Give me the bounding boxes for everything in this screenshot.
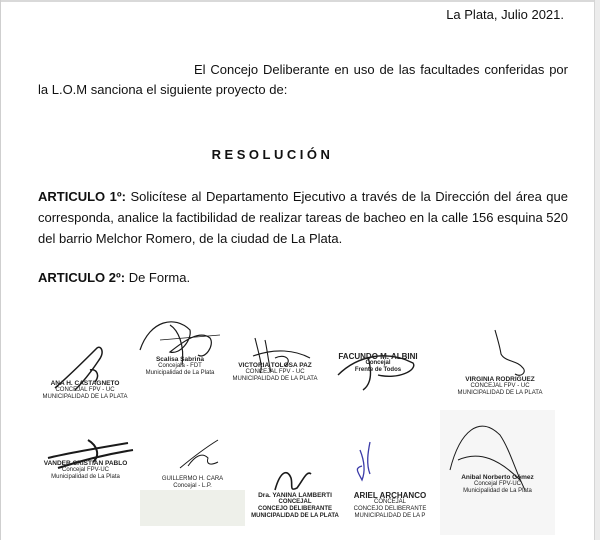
signature-scalisa [130,310,230,390]
signer-role: Concejal [365,360,391,366]
page-scrollbar[interactable] [594,0,600,540]
signer-role: Concejal FPV-UC [473,481,521,487]
signature-tolosa-paz [225,328,325,398]
signer-institution: CONCEJO DELIBERANTE [353,506,427,512]
article-1-text: Solicítese al Departamento Ejecutivo a través de la Dirección del área que corresponda, analice la factibilidad de realizar tareas de bacheo en la calle 156 esquina 520 del barrio Melchor Romero, de la ciudad de La Plata. [38,189,568,246]
signer-name: GUILLERMO H. CARA [161,476,224,482]
signer-institution: Municipalidad de La Plata [51,474,120,480]
signer-name: VICTORIA TOLOSA PAZ [238,362,312,369]
signature-lamberti [245,460,345,530]
signer-institution: Municipalidad de La Plata [463,488,532,494]
article-2-text: De Forma. [128,270,191,285]
article-2-label: ARTICULO 2º: [38,270,126,285]
signer-role: CONCEJAL FPV - UC [245,369,305,375]
article-1 [38,186,568,249]
signer-name: Dra. YANINA LAMBERTI [258,492,332,499]
signer-municipality: MUNICIPALIDAD DE LA PLATA [251,513,339,519]
document-title: RESOLUCIÓN [211,147,334,162]
signer-role: Concejal - L.P. [173,483,212,489]
document-date: La Plata, Julio 2021. [446,7,564,22]
signer-role: Concejala - FDT [158,363,202,369]
signature-rodriguez [445,322,555,402]
signer-role: Concejal FPV-UC [61,467,109,473]
signer-name: ANA H. CASTAGNETO [50,380,120,387]
signature-gomez [440,410,555,535]
signer-institution: MUNICIPALIDAD DE LA PLATA [42,394,128,400]
signature-scribble [440,410,555,535]
signer-name: VANDER CRISTIAN PABLO [43,460,128,467]
signer-institution: CONCEJO DELIBERANTE [257,506,332,512]
signer-institution: MUNICIPALIDAD DE LA PLATA [232,376,318,382]
signature-cara [140,428,245,528]
article-2 [38,270,568,285]
signature-vander [28,428,143,518]
signer-name: VIRGINIA RODRIGUEZ [465,376,535,383]
signer-name: Anibal Norberto Gómez [461,474,534,481]
signer-name: ARIEL ARCHANCO [353,491,427,500]
signer-role: CONCEJAL FPV - UC [55,387,115,393]
intro-paragraph: El Concejo Deliberante en uso de las facultades conferidas por la L.O.M sanciona el siguiente proyecto de: [38,62,568,97]
page-top-edge [0,0,600,2]
signer-role: CONCEJAL [278,499,312,505]
signer-municipality: MUNICIPALIDAD DE LA P [354,513,426,519]
signature-castagneto [35,340,135,410]
page-left-edge [0,0,1,540]
signer-institution: Frente de Todos [354,367,402,373]
signature-albini [318,345,438,395]
signature-archanco [340,430,440,530]
signer-role: CONCEJAL FPV - UC [470,383,530,389]
article-1-label: ARTICULO 1º: [38,189,126,204]
signer-institution: Municipalidad de La Plata [145,370,215,376]
signature-scribble [130,310,230,390]
signer-role: CONCEJAL [373,499,406,505]
signer-name: Scalisa Sabrina [155,356,205,363]
signer-institution: MUNICIPALIDAD DE LA PLATA [457,390,543,396]
signer-name: FACUNDO M. ALBINI [338,352,418,361]
